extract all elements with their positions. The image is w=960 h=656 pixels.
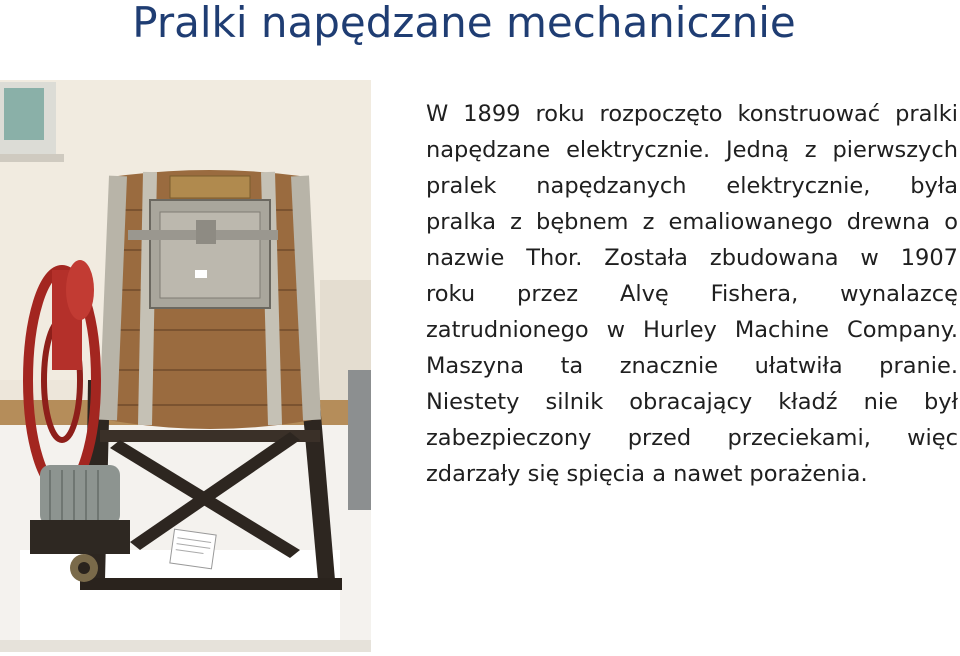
body-line: W 1899 roku rozpoczęto konstruować pralki — [426, 101, 958, 127]
body-line: zdarzały się spięcia a nawet porażenia. — [426, 461, 868, 487]
washing-machine-photo — [0, 80, 371, 652]
body-line: nazwie Thor. Została zbudowana w 1907 — [426, 245, 958, 271]
body-line: Niestety silnik obracający kładź nie był — [426, 389, 958, 415]
slide-title: Pralki napędzane mechanicznie — [132, 0, 796, 47]
body-line: zatrudnionego w Hurley Machine Company. — [426, 317, 958, 343]
body-line: pralek napędzanych elektrycznie, była — [426, 173, 958, 199]
body-line: zabezpieczony przed przeciekami, więc — [426, 425, 958, 451]
body-line: Maszyna ta znacznie ułatwiła pranie. — [426, 353, 958, 379]
body-line: roku przez Alvę Fishera, wynalazcę — [426, 281, 958, 307]
body-text — [426, 96, 958, 492]
body-line: pralka z bębnem z emaliowanego drewna o — [426, 209, 958, 235]
body-line: napędzane elektrycznie. Jedną z pierwszych — [426, 137, 958, 163]
